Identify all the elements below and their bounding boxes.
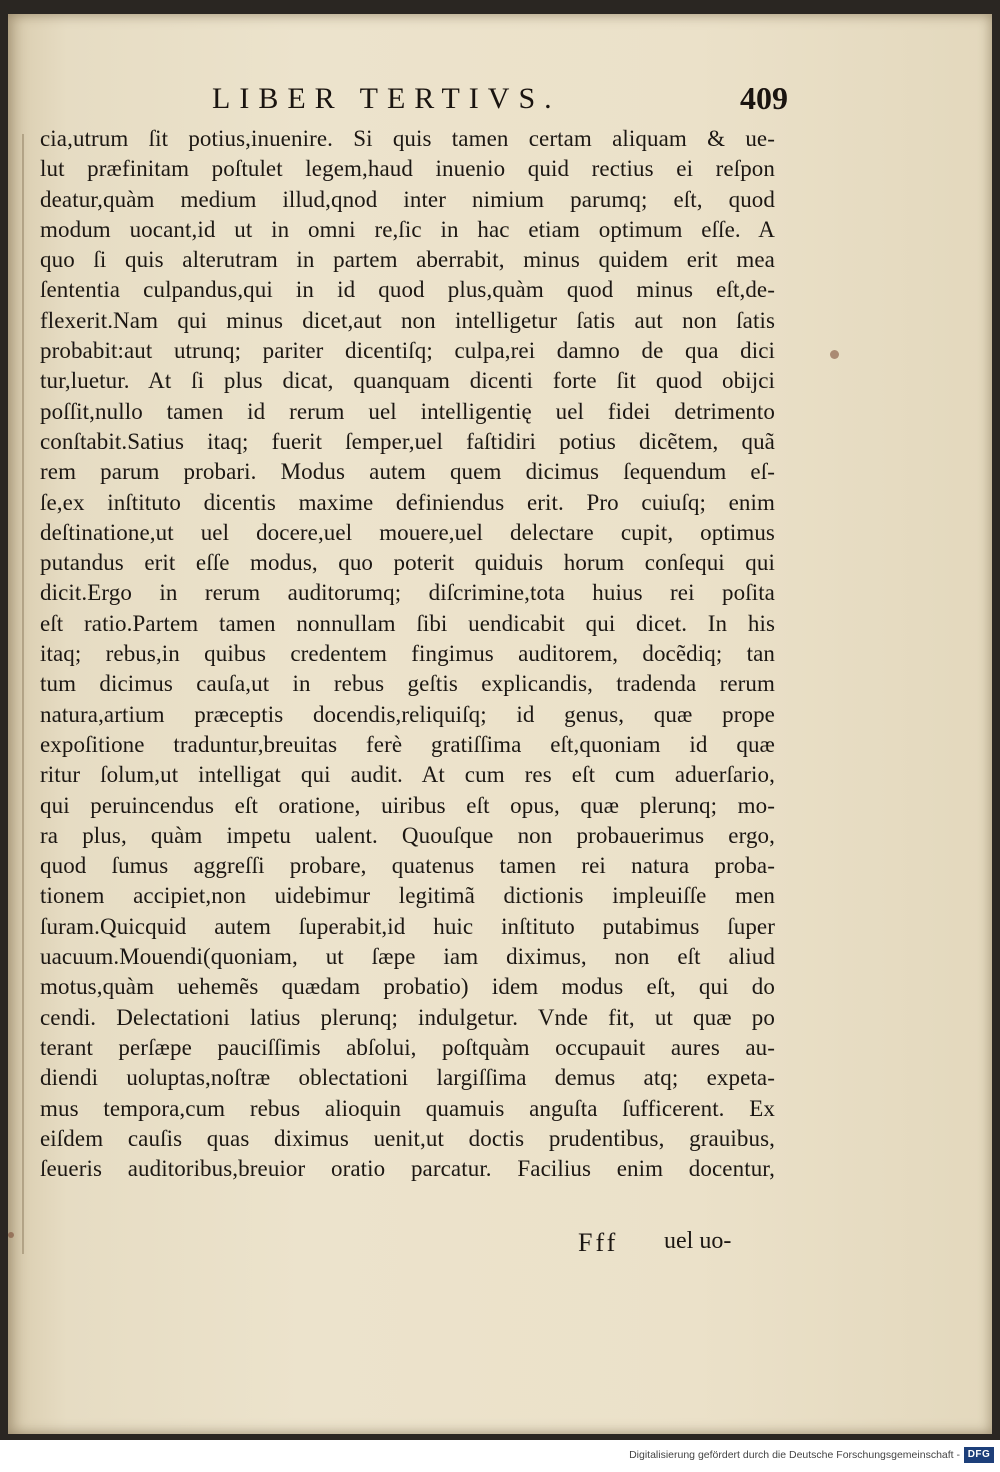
funding-credit: Digitalisierung gefördert durch die Deutsche Forschungsgemeinschaft - xyxy=(629,1449,960,1461)
text-line: tum dicimus cauſa,ut in rebus geſtis explicandis, tradenda rerum xyxy=(40,671,775,697)
text-line: conſtabit.Satius itaq; fuerit ſemper,uel faſtidiri potius dicẽtem, quã xyxy=(40,428,775,454)
text-line: ritur ſolum,ut intelligat qui audit. At cum res eſt cum aduerſario, xyxy=(40,762,775,788)
text-line: cendi. Delectationi latius plerunq; indulgetur. Vnde fit, ut quæ po xyxy=(40,1004,775,1030)
page-number: 409 xyxy=(740,80,788,116)
text-line: mus tempora,cum rebus alioquin quamuis anguſta ſufficerent. Ex xyxy=(40,1095,775,1121)
text-line: cia,utrum ſit potius,inuenire. Si quis tamen certam aliquam & ue- xyxy=(40,126,775,151)
body-text xyxy=(40,124,775,1184)
text-line: quod ſumus aggreſſi probare, quatenus tamen rei natura proba- xyxy=(40,853,775,879)
text-line: quo ſi quis alterutram in partem aberrabit, minus quidem erit mea xyxy=(40,247,775,273)
text-line: deatur,quàm medium illud,qnod inter nimium parumq; eſt, quod xyxy=(40,186,775,212)
text-line: poſſit,nullo tamen id rerum uel intelligentię uel fidei detrimento xyxy=(40,398,775,424)
text-line: modum uocant,id ut in omni re,ſic in hac etiam optimum eſſe. A xyxy=(40,216,775,242)
running-head-title: LIBER TERTIVS. xyxy=(212,82,561,115)
text-line: itaq; rebus,in quibus credentem fingimus auditorem, docẽdiq; tan xyxy=(40,641,775,667)
text-line: rem parum probari. Modus autem quem dicimus ſequendum eſ- xyxy=(40,459,775,485)
text-line: expoſitione traduntur,breuitas ferè gratiſſima eſt,quoniam id quæ xyxy=(40,731,775,757)
text-line: motus,quàm uehemẽs quædam probatio) idem modus eſt, qui do xyxy=(40,974,775,1000)
credit-bar xyxy=(0,1440,1000,1472)
paper-stain xyxy=(830,350,839,359)
text-line: qui peruincendus eſt oratione, uiribus eſt opus, quæ plerunq; mo- xyxy=(40,792,775,818)
text-line: flexerit.Nam qui minus dicet,aut non intelligetur ſatis aut non ſatis xyxy=(40,307,775,333)
text-line: terant perſæpe pauciſſimis abſolui, poſtquàm occupauit aures au- xyxy=(40,1034,775,1060)
text-line: tionem accipiet,non uidebimur legitimã dictionis impleuiſſe men xyxy=(40,883,775,909)
signature-mark: Fff xyxy=(578,1228,619,1257)
text-line: probabit:aut utrunq; pariter dicentiſq; culpa,rei damno de qua dici xyxy=(40,338,775,364)
text-line: natura,artium præceptis docendis,reliquiſq; id genus, quæ prope xyxy=(40,701,775,727)
text-line: ſuram.Quicquid autem ſuperabit,id huic inſtituto putabimus ſuper xyxy=(40,913,775,939)
text-line: ra plus, quàm impetu ualent. Quouſque non probauerimus ergo, xyxy=(40,822,775,848)
text-line: eiſdem cauſis quas diximus uenit,ut doctis prudentibus, grauibus, xyxy=(40,1125,775,1151)
text-line: dicit.Ergo in rerum auditorumq; diſcrimine,tota huius rei poſita xyxy=(40,580,775,606)
text-line: tur,luetur. At ſi plus dicat, quanquam dicenti forte ſit quod obijci xyxy=(40,368,775,394)
dfg-logo: DFG xyxy=(964,1447,994,1463)
gutter-shadow xyxy=(22,134,24,1254)
text-line: lut præfinitam poſtulet legem,haud inuenio quid rectius ei reſpon xyxy=(40,156,775,182)
text-line: deſtinatione,ut uel docere,uel mouere,uel delectare cupit, optimus xyxy=(40,519,775,545)
text-line: diendi uoluptas,noſtræ oblectationi largiſſima demus atq; expeta- xyxy=(40,1065,775,1091)
text-line: ſeueris auditoribus,breuior oratio parcatur. Facilius enim docentur, xyxy=(40,1156,775,1182)
catchword: uel uo- xyxy=(664,1228,732,1254)
page-footer xyxy=(0,1228,1000,1268)
text-line: ſententia culpandus,qui in id quod plus,quàm quod minus eſt,de- xyxy=(40,277,775,303)
running-head xyxy=(0,72,1000,122)
text-line: putandus erit eſſe modus, quo poterit quiduis horum conſequi qui xyxy=(40,550,775,576)
text-line: uacuum.Mouendi(quoniam, ut ſæpe iam diximus, non eſt aliud xyxy=(40,944,775,970)
text-line: eſt ratio.Partem tamen nonnullam ſibi uendicabit qui dicet. In his xyxy=(40,610,775,636)
text-line: ſe,ex inſtituto dicentis maxime definiendus erit. Pro cuiuſq; enim xyxy=(40,489,775,515)
